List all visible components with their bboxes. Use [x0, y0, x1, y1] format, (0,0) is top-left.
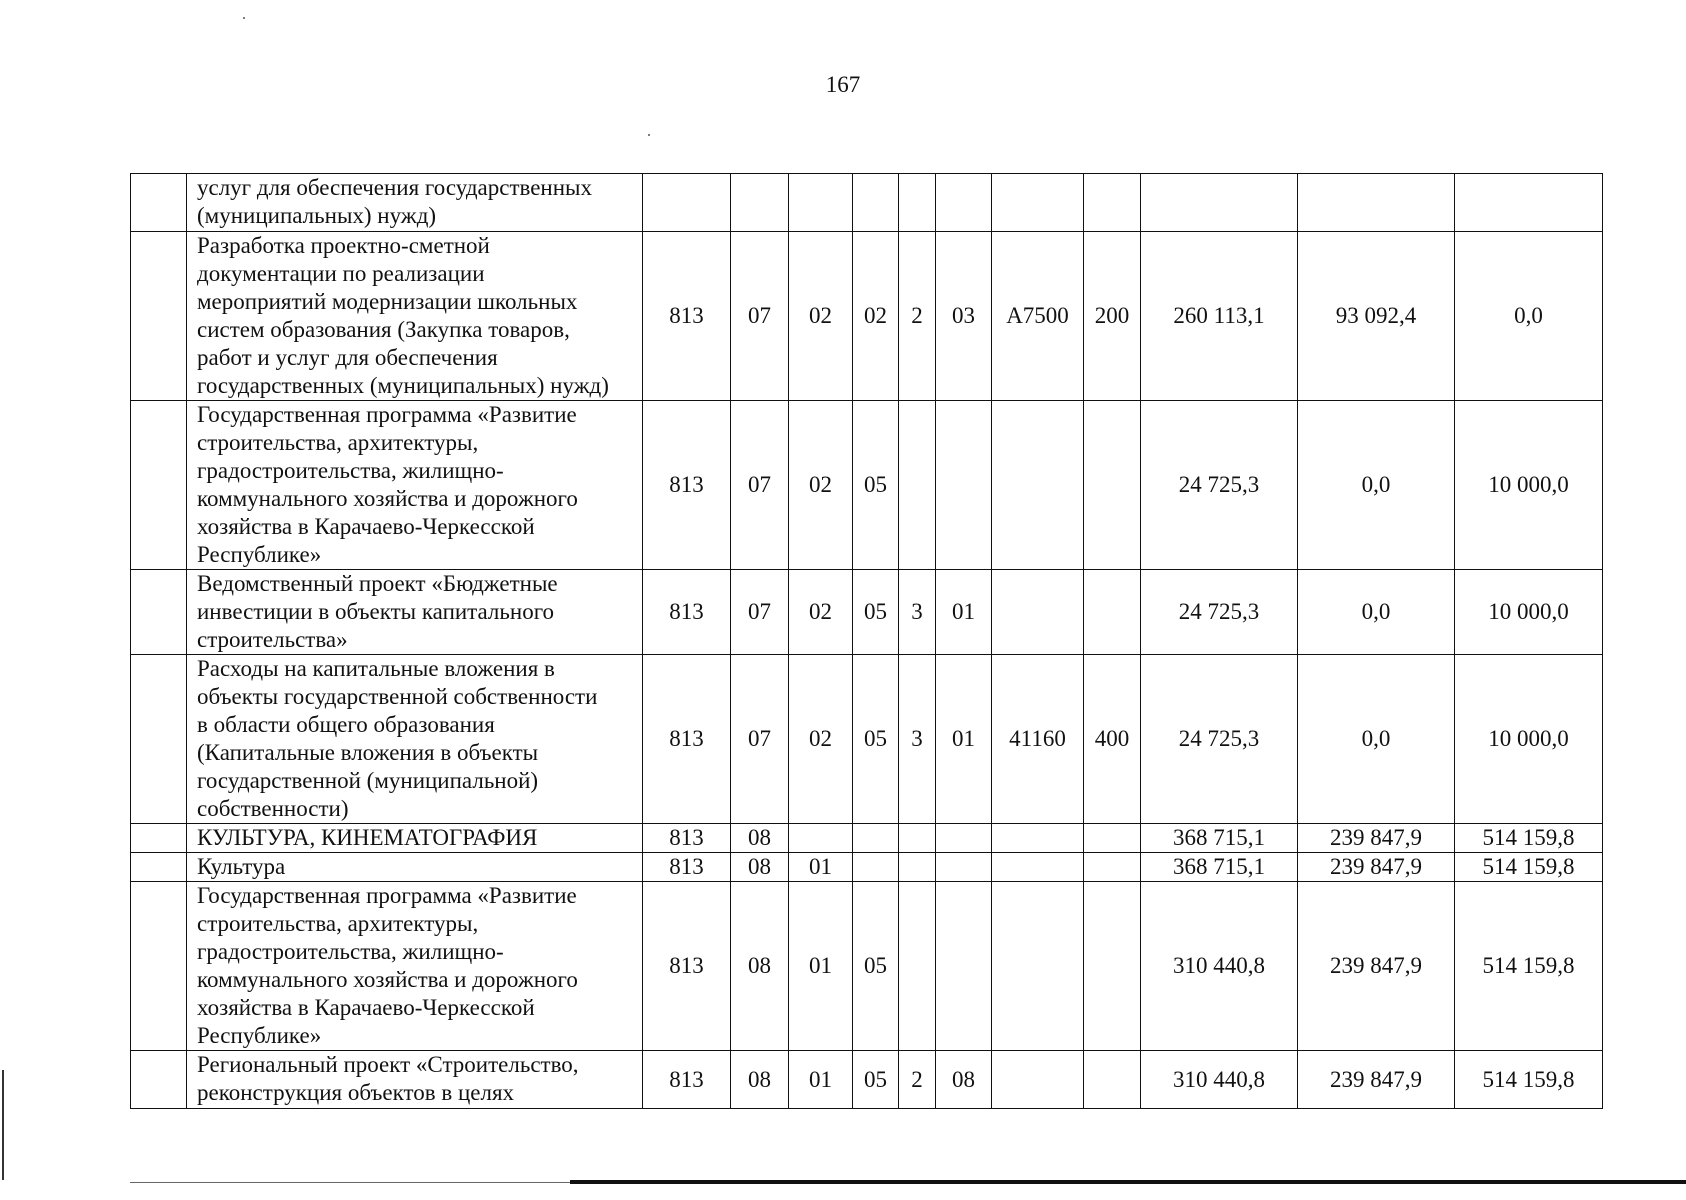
subsection-code-cell: 01: [789, 1051, 853, 1109]
amount-year-2-cell: 239 847,9: [1298, 824, 1455, 853]
ministry-code-cell: [643, 174, 731, 232]
ministry-code-cell: 813: [643, 824, 731, 853]
description-line: градостроительства, жилищно-: [197, 458, 504, 483]
amount-year-2-cell: [1298, 174, 1455, 232]
expense-type-cell: 400: [1084, 655, 1141, 824]
subsection-code-cell: [789, 174, 853, 232]
description-cell: [187, 655, 643, 824]
amount-year-2-cell: 239 847,9: [1298, 882, 1455, 1051]
description-line: Разработка проектно-сметной: [197, 233, 490, 258]
ministry-code-cell: 813: [643, 570, 731, 655]
row-number-cell: [131, 824, 187, 853]
amount-year-1-cell: 310 440,8: [1141, 882, 1298, 1051]
table-row: [131, 824, 1603, 853]
table-body: [131, 174, 1603, 1109]
ministry-code-cell: 813: [643, 401, 731, 570]
expense-type-cell: [1084, 401, 1141, 570]
description-line: Региональный проект «Строительство,: [197, 1052, 579, 1077]
table-row: [131, 655, 1603, 824]
program-code-cell: [853, 853, 899, 882]
description-line: Культура: [197, 854, 286, 879]
amount-year-2-cell: 0,0: [1298, 401, 1455, 570]
amount-year-1-cell: 310 440,8: [1141, 1051, 1298, 1109]
section-code-cell: 08: [731, 824, 789, 853]
subprogram-code-cell: 3: [899, 655, 936, 824]
description-line: хозяйства в Карачаево-Черкесской: [197, 995, 535, 1020]
subprogram-code-cell: 2: [899, 232, 936, 401]
description-line: собственности): [197, 796, 349, 821]
project-code-cell: [936, 853, 992, 882]
subsection-code-cell: [789, 824, 853, 853]
ministry-code-cell: 813: [643, 232, 731, 401]
description-line: в области общего образования: [197, 712, 495, 737]
description-cell: [187, 401, 643, 570]
project-code-cell: [936, 882, 992, 1051]
project-code-cell: 01: [936, 570, 992, 655]
amount-year-1-cell: 24 725,3: [1141, 655, 1298, 824]
program-code-cell: [853, 174, 899, 232]
subsection-code-cell: 02: [789, 570, 853, 655]
expense-type-cell: [1084, 824, 1141, 853]
scan-edge-mark: [2, 1070, 4, 1180]
budget-table: [130, 173, 1603, 1109]
subsection-code-cell: 01: [789, 882, 853, 1051]
section-code-cell: 07: [731, 401, 789, 570]
table-row: [131, 853, 1603, 882]
expense-type-cell: 200: [1084, 232, 1141, 401]
description-line: работ и услуг для обеспечения: [197, 345, 498, 370]
description-line: градостроительства, жилищно-: [197, 939, 504, 964]
project-code-cell: 01: [936, 655, 992, 824]
amount-year-3-cell: 0,0: [1455, 232, 1603, 401]
amount-year-1-cell: 368 715,1: [1141, 824, 1298, 853]
program-code-cell: [853, 824, 899, 853]
direction-code-cell: A7500: [992, 232, 1084, 401]
project-code-cell: 08: [936, 1051, 992, 1109]
description-line: государственной (муниципальной): [197, 768, 539, 793]
description-line: коммунального хозяйства и дорожного: [197, 967, 578, 992]
amount-year-3-cell: 10 000,0: [1455, 570, 1603, 655]
page-number: 167: [825, 72, 861, 97]
amount-year-1-cell: 24 725,3: [1141, 570, 1298, 655]
description-line: услуг для обеспечения государственных: [197, 175, 592, 200]
table-row: [131, 401, 1603, 570]
amount-year-3-cell: 514 159,8: [1455, 824, 1603, 853]
description-line: объекты государственной собственности: [197, 684, 598, 709]
program-code-cell: 05: [853, 570, 899, 655]
project-code-cell: 03: [936, 232, 992, 401]
amount-year-3-cell: 514 159,8: [1455, 1051, 1603, 1109]
description-line: мероприятий модернизации школьных: [197, 289, 578, 314]
amount-year-2-cell: 0,0: [1298, 570, 1455, 655]
description-cell: [187, 882, 643, 1051]
direction-code-cell: [992, 570, 1084, 655]
amount-year-3-cell: 10 000,0: [1455, 401, 1603, 570]
direction-code-cell: [992, 882, 1084, 1051]
description-line: хозяйства в Карачаево-Черкесской: [197, 514, 535, 539]
section-code-cell: 08: [731, 882, 789, 1051]
table-row: [131, 570, 1603, 655]
table-row: [131, 174, 1603, 232]
program-code-cell: 05: [853, 1051, 899, 1109]
description-cell: [187, 570, 643, 655]
table-row: [131, 1051, 1603, 1109]
description-line: (Капитальные вложения в объекты: [197, 740, 539, 765]
ministry-code-cell: 813: [643, 1051, 731, 1109]
amount-year-3-cell: 514 159,8: [1455, 882, 1603, 1051]
description-cell: [187, 174, 643, 232]
row-number-cell: [131, 570, 187, 655]
section-code-cell: 08: [731, 1051, 789, 1109]
ministry-code-cell: 813: [643, 882, 731, 1051]
subprogram-code-cell: [899, 401, 936, 570]
expense-type-cell: [1084, 174, 1141, 232]
amount-year-2-cell: 93 092,4: [1298, 232, 1455, 401]
amount-year-3-cell: 10 000,0: [1455, 655, 1603, 824]
section-code-cell: 07: [731, 232, 789, 401]
description-line: реконструкция объектов в целях: [197, 1080, 515, 1105]
subprogram-code-cell: [899, 853, 936, 882]
ministry-code-cell: 813: [643, 655, 731, 824]
row-number-cell: [131, 174, 187, 232]
expense-type-cell: [1084, 1051, 1141, 1109]
amount-year-1-cell: 24 725,3: [1141, 401, 1298, 570]
subprogram-code-cell: 2: [899, 1051, 936, 1109]
description-line: Государственная программа «Развитие: [197, 883, 577, 908]
program-code-cell: 05: [853, 882, 899, 1051]
subsection-code-cell: 02: [789, 232, 853, 401]
program-code-cell: 05: [853, 401, 899, 570]
row-number-cell: [131, 655, 187, 824]
description-cell: [187, 1051, 643, 1109]
description-line: строительства»: [197, 627, 348, 652]
description-line: инвестиции в объекты капитального: [197, 599, 555, 624]
description-line: Государственная программа «Развитие: [197, 402, 577, 427]
subsection-code-cell: 01: [789, 853, 853, 882]
subprogram-code-cell: 3: [899, 570, 936, 655]
section-code-cell: 07: [731, 570, 789, 655]
description-line: строительства, архитектуры,: [197, 430, 479, 455]
footer-rule-thin: [130, 1182, 570, 1183]
section-code-cell: 07: [731, 655, 789, 824]
subprogram-code-cell: [899, 174, 936, 232]
direction-code-cell: [992, 853, 1084, 882]
direction-code-cell: [992, 1051, 1084, 1109]
subprogram-code-cell: [899, 882, 936, 1051]
amount-year-1-cell: 260 113,1: [1141, 232, 1298, 401]
description-cell: [187, 824, 643, 853]
amount-year-1-cell: 368 715,1: [1141, 853, 1298, 882]
description-cell: [187, 853, 643, 882]
description-line: строительства, архитектуры,: [197, 911, 479, 936]
description-line: Республике»: [197, 542, 322, 567]
table-row: [131, 882, 1603, 1051]
description-line: систем образования (Закупка товаров,: [197, 317, 570, 342]
section-code-cell: [731, 174, 789, 232]
row-number-cell: [131, 853, 187, 882]
row-number-cell: [131, 882, 187, 1051]
amount-year-3-cell: [1455, 174, 1603, 232]
direction-code-cell: [992, 174, 1084, 232]
subsection-code-cell: 02: [789, 655, 853, 824]
subprogram-code-cell: [899, 824, 936, 853]
program-code-cell: 05: [853, 655, 899, 824]
row-number-cell: [131, 401, 187, 570]
amount-year-3-cell: 514 159,8: [1455, 853, 1603, 882]
amount-year-2-cell: 239 847,9: [1298, 1051, 1455, 1109]
project-code-cell: [936, 824, 992, 853]
description-line: коммунального хозяйства и дорожного: [197, 486, 578, 511]
table-row: [131, 232, 1603, 401]
description-cell: [187, 232, 643, 401]
subsection-code-cell: 02: [789, 401, 853, 570]
footer-rule: [570, 1180, 1686, 1184]
description-line: (муниципальных) нужд): [197, 203, 437, 228]
description-line: КУЛЬТУРА, КИНЕМАТОГРАФИЯ: [197, 825, 538, 850]
amount-year-2-cell: 0,0: [1298, 655, 1455, 824]
section-code-cell: 08: [731, 853, 789, 882]
expense-type-cell: [1084, 570, 1141, 655]
description-line: документации по реализации: [197, 261, 485, 286]
description-line: Ведомственный проект «Бюджетные: [197, 571, 558, 596]
description-line: государственных (муниципальных) нужд): [197, 373, 609, 398]
ministry-code-cell: 813: [643, 853, 731, 882]
amount-year-1-cell: [1141, 174, 1298, 232]
program-code-cell: 02: [853, 232, 899, 401]
direction-code-cell: 41160: [992, 655, 1084, 824]
amount-year-2-cell: 239 847,9: [1298, 853, 1455, 882]
expense-type-cell: [1084, 853, 1141, 882]
scan-speck: [648, 134, 650, 136]
project-code-cell: [936, 174, 992, 232]
description-line: Расходы на капитальные вложения в: [197, 656, 555, 681]
direction-code-cell: [992, 401, 1084, 570]
direction-code-cell: [992, 824, 1084, 853]
expense-type-cell: [1084, 882, 1141, 1051]
description-line: Республике»: [197, 1023, 322, 1048]
row-number-cell: [131, 1051, 187, 1109]
scan-speck: [243, 17, 245, 19]
row-number-cell: [131, 232, 187, 401]
project-code-cell: [936, 401, 992, 570]
